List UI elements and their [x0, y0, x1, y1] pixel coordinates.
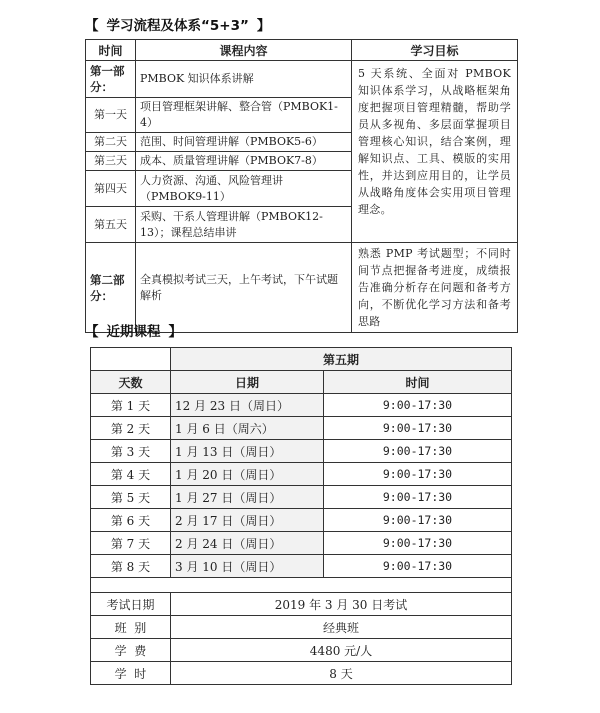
- header-days: 天数: [91, 371, 171, 394]
- part2-label: 第二部分：: [86, 243, 136, 333]
- date-cell: 2 月 17 日（周日）: [171, 509, 324, 532]
- info-label: 班 别: [91, 616, 171, 639]
- part2-goal: 熟悉 PMP 考试题型；不同时间节点把握备考进度，成绩报告准确分析存在问题和备考方向，不断优化学习方法和备考思路: [352, 243, 518, 333]
- day-cell: 第 4 天: [91, 463, 171, 486]
- day-cell: 第 5 天: [91, 486, 171, 509]
- day-label: 第三天: [86, 152, 136, 171]
- period-title: 第五期: [171, 348, 512, 371]
- info-value: 经典班: [171, 616, 512, 639]
- info-row-class-type: [91, 616, 512, 639]
- info-value: 4480 元/人: [171, 639, 512, 662]
- time-cell: 9:00-17:30: [324, 417, 512, 440]
- header-date: 日期: [171, 371, 324, 394]
- day-cell: 第 8 天: [91, 555, 171, 578]
- time-cell: 9:00-17:30: [324, 394, 512, 417]
- info-row-fee: [91, 639, 512, 662]
- info-row-hours: [91, 662, 512, 685]
- section-title-learning-process: [85, 14, 270, 34]
- bracket-close: 】: [168, 324, 182, 340]
- day-content: 人力资源、沟通、风险管理讲（PMBOK9-11）: [136, 171, 352, 207]
- date-cell: 12 月 23 日（周日）: [171, 394, 324, 417]
- table-row: [86, 243, 518, 333]
- info-label: 学 时: [91, 662, 171, 685]
- time-cell: 9:00-17:30: [324, 486, 512, 509]
- info-label: 学 费: [91, 639, 171, 662]
- day-cell: 第 7 天: [91, 532, 171, 555]
- day-label: 第四天: [86, 171, 136, 207]
- time-cell: 9:00-17:30: [324, 532, 512, 555]
- bracket-open: 【: [85, 18, 99, 34]
- table-row: [91, 555, 512, 578]
- part1-content: PMBOK 知识体系讲解: [136, 61, 352, 98]
- info-row-exam-date: [91, 593, 512, 616]
- date-cell: 1 月 6 日（周六）: [171, 417, 324, 440]
- time-cell: 9:00-17:30: [324, 463, 512, 486]
- day-cell: 第 3 天: [91, 440, 171, 463]
- day-cell: 第 1 天: [91, 394, 171, 417]
- day-cell: 第 6 天: [91, 509, 171, 532]
- day-content: 成本、质量管理讲解（PMBOK7-8）: [136, 152, 352, 171]
- table-row: [91, 463, 512, 486]
- table-row: [91, 486, 512, 509]
- info-value: 8 天: [171, 662, 512, 685]
- recent-courses-table: [90, 347, 512, 685]
- table-row: [86, 61, 518, 98]
- table-row: [91, 532, 512, 555]
- header-goal: 学习目标: [352, 40, 518, 61]
- day-cell: 第 2 天: [91, 417, 171, 440]
- table-row: [91, 440, 512, 463]
- spacer-row: [91, 578, 512, 593]
- date-cell: 2 月 24 日（周日）: [171, 532, 324, 555]
- header-time: 时间: [86, 40, 136, 61]
- part2-content: 全真模拟考试三天，上午考试，下午试题解析: [136, 243, 352, 333]
- spacer-cell: [91, 578, 512, 593]
- period-empty-cell: [91, 348, 171, 371]
- table-row: [91, 417, 512, 440]
- part1-goal: 5 天系统、全面对 PMBOK 知识体系学习，从战略框架角度把握项目管理精髓，帮助学员从多视角、多层面掌握项目管理核心知识，结合案例，理解知识点、工具、模版的实用性，并达到应用目的，让学员从战略角度体会实用项目管理理念。: [352, 61, 518, 243]
- day-label: 第一天: [86, 98, 136, 133]
- date-cell: 1 月 27 日（周日）: [171, 486, 324, 509]
- learning-process-table: [85, 39, 518, 333]
- day-label: 第五天: [86, 207, 136, 243]
- date-cell: 1 月 20 日（周日）: [171, 463, 324, 486]
- header-time: 时间: [324, 371, 512, 394]
- header-content: 课程内容: [136, 40, 352, 61]
- table-row: [91, 394, 512, 417]
- table-header-row: [91, 371, 512, 394]
- time-cell: 9:00-17:30: [324, 509, 512, 532]
- time-cell: 9:00-17:30: [324, 440, 512, 463]
- time-cell: 9:00-17:30: [324, 555, 512, 578]
- bracket-close: 】: [256, 18, 271, 34]
- section-title-recent-courses: [85, 320, 182, 340]
- day-content: 范围、时间管理讲解（PMBOK5-6）: [136, 133, 352, 152]
- day-label: 第二天: [86, 133, 136, 152]
- table-row: [91, 509, 512, 532]
- info-label: 考试日期: [91, 593, 171, 616]
- section-title-text: 学习流程及体系“5+3”: [106, 18, 249, 34]
- day-content: 采购、干系人管理讲解（PMBOK12-13）；课程总结串讲: [136, 207, 352, 243]
- date-cell: 1 月 13 日（周日）: [171, 440, 324, 463]
- date-cell: 3 月 10 日（周日）: [171, 555, 324, 578]
- info-value: 2019 年 3 月 30 日考试: [171, 593, 512, 616]
- bracket-open: 【: [85, 324, 99, 340]
- period-row: [91, 348, 512, 371]
- section-title-text: 近期课程: [106, 324, 161, 340]
- table-header-row: [86, 40, 518, 61]
- part1-label: 第一部分：: [86, 61, 136, 98]
- day-content: 项目管理框架讲解、整合管（PMBOK1-4）: [136, 98, 352, 133]
